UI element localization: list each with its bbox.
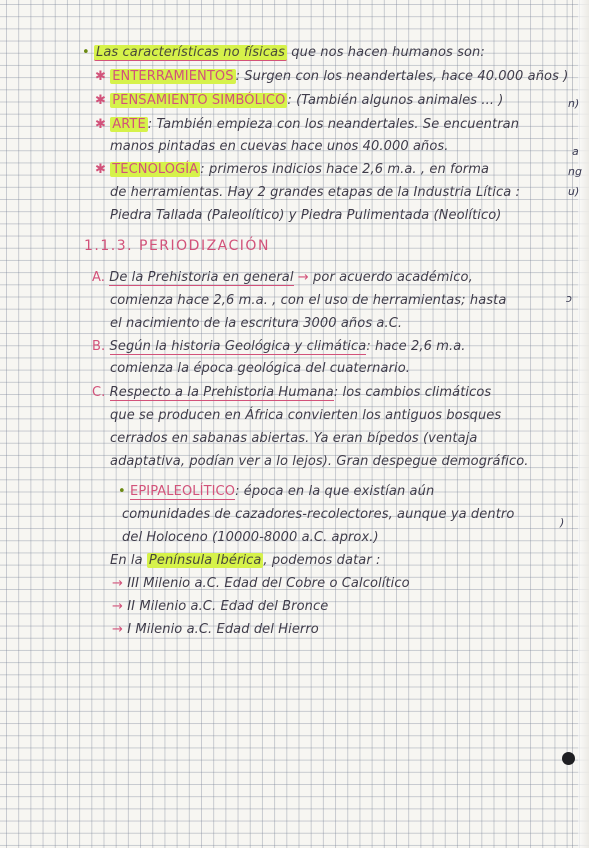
epi-text: : época en la que existían aún [235,484,435,499]
age-text: II Milenio a.C. Edad del Bronce [127,599,329,614]
arrow-right-icon: → [112,622,128,637]
item-text: : primeros indicios hace 2,6 m.a. , en forma [200,162,490,177]
age-item [112,576,410,592]
point-b-line: comienza la época geológica del cuaternario. [110,361,411,376]
item-text: : También empieza con los neandertales. Se encuentran [147,117,520,132]
item-label: PENSAMIENTO SIMBÓLICO [112,93,286,108]
item-label: ARTE [112,117,146,132]
page-margin-line [572,0,573,848]
asterisk-icon: ✱ [95,162,111,177]
side-mark: u) [568,185,580,198]
peninsula-pre: En la [110,553,147,568]
point-letter: B. [92,339,106,354]
item-text: : Surgen con los neandertales, hace 40.000 años ) [235,69,569,84]
point-c-line: adaptativa, podían ver a lo lejos). Gran despegue demográfico. [110,454,529,469]
point-head: Según la historia Geológica y climática [109,339,367,354]
item-arte-cont: manos pintadas en cuevas hace unos 40.000 años. [110,139,449,154]
asterisk-icon: ✱ [95,93,111,108]
intro-text: que nos hacen humanos son: [287,45,485,60]
arrow-right-icon: → [112,576,128,591]
epi-line-cont: comunidades de cazadores-recolectores, aunque ya dentro [122,507,515,522]
point-a [92,270,473,286]
bullet-dot-icon: • [118,484,131,499]
page-edge [578,0,589,848]
item-pensamiento [95,93,503,109]
epi-line-cont: del Holoceno (10000-8000 a.C. aprox.) [122,530,379,545]
section-title: 1.1.3. PERIODIZACIÓN [84,238,270,254]
item-tecnologia [95,162,489,178]
age-item [112,599,328,615]
bullet-dot-icon: • [82,45,95,60]
epi-line [118,484,434,500]
side-mark: ng [568,165,582,178]
point-c [92,385,491,401]
point-text: por acuerdo académico, [313,270,473,285]
point-letter: A. [92,270,105,285]
peninsula-line [110,553,381,569]
item-label: TECNOLOGÍA [112,162,199,177]
side-mark: ɔ [566,292,573,305]
asterisk-icon: ✱ [95,69,111,84]
binder-hole [562,752,575,765]
arrow-right-icon: → [112,599,128,614]
item-tecnologia-cont2: Piedra Tallada (Paleolítico) y Piedra Pulimentada (Neolítico) [110,208,502,223]
point-a-line: comienza hace 2,6 m.a. , con el uso de herramientas; hasta [110,293,507,308]
item-text: : (También algunos animales ... ) [287,93,504,108]
arrow-right-icon: → [293,270,314,285]
age-text: III Milenio a.C. Edad del Cobre o Calcolítico [127,576,410,591]
age-text: I Milenio a.C. Edad del Hierro [127,622,319,637]
point-head: Respecto a la Prehistoria Humana [109,385,334,400]
peninsula-highlight: Península Ibérica [148,553,262,568]
peninsula-post: , podemos datar : [263,553,381,568]
age-item [112,622,319,638]
point-letter: C. [92,385,106,400]
side-mark: a [572,145,579,158]
item-arte [95,117,519,133]
epi-label: EPIPALEOLÍTICO [130,484,236,499]
point-text: : hace 2,6 m.a. [366,339,466,354]
item-enterramientos [95,69,568,85]
item-label: ENTERRAMIENTOS [112,69,234,84]
point-b [92,339,466,355]
intro-line [82,45,485,61]
point-a-line: el nacimiento de la escritura 3000 años a.C. [110,316,403,331]
side-mark: n) [568,97,580,110]
asterisk-icon: ✱ [95,117,111,132]
side-mark: ) [560,516,565,529]
item-tecnologia-cont: de herramientas. Hay 2 grandes etapas de la Industria Lítica : [110,185,520,200]
point-c-line: que se producen en África convierten los antiguos bosques [110,408,502,423]
intro-highlight: Las características no físicas [96,45,286,60]
point-c-line: cerrados en sabanas abiertas. Ya eran bípedos (ventaja [110,431,478,446]
point-head: De la Prehistoria en general [109,270,294,285]
point-text: : los cambios climáticos [333,385,492,400]
